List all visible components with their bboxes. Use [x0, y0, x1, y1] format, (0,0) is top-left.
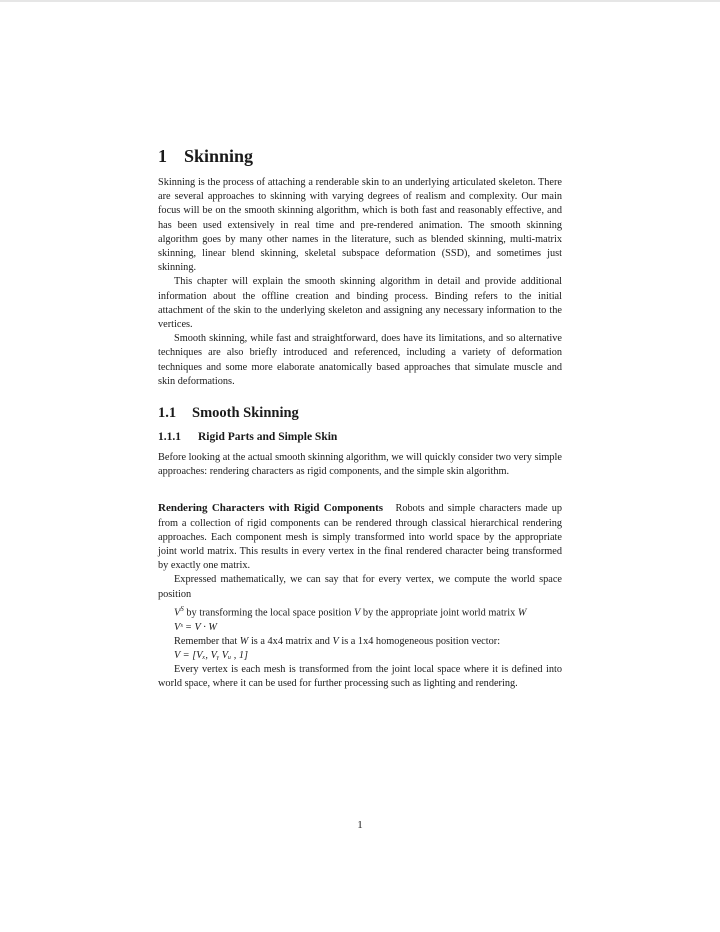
- section-paragraph-2: This chapter will explain the smooth skinning algorithm in detail and provide additional information about the offline creation and binding process. Binding refers to the initial attachment of the skin to the underlying skeleton and assigning any necessary information to the vertices.: [158, 276, 562, 331]
- rigid-p4-b: is a 4x4 matrix and: [250, 635, 330, 647]
- subsection-heading: [158, 403, 562, 423]
- var-w: W: [517, 607, 527, 619]
- section-paragraph-3: Smooth skinning, while fast and straightforward, does have its limitations, and so alternative techniques are also briefly introduced and referenced, including a variety of deformation techniques and some more elaborate anatomically based approaches that simulate muscle and skin deformations.: [158, 333, 562, 387]
- rigid-p4-a: Remember that: [174, 635, 238, 647]
- var-v3: V: [332, 635, 339, 647]
- equation-2: [158, 649, 562, 663]
- var-v2: V: [353, 607, 361, 619]
- rigid-text: Robots and simple characters made up from a collection of rigid components can be rendered through classical hierarchical rendering approaches. Each component mesh is simply transformed into world space by the appropriate joint world matrix. This results in every vertex in the final rendered character being transformed by exactly one matrix.: [158, 503, 562, 572]
- section-title: Skinning: [184, 146, 254, 166]
- rigid-paragraph-2: Expressed mathematically, we can say that for every vertex, we compute the world space position: [158, 574, 562, 600]
- rigid-paragraph-3: [158, 602, 562, 621]
- equation-1-text: Vˢ = V · W: [174, 621, 217, 633]
- section-heading: [158, 144, 562, 168]
- rigid-p4-c: is a 1x4 homogeneous position vector:: [341, 635, 501, 647]
- rigid-paragraph-4: [158, 635, 562, 649]
- rigid-paragraph: [158, 501, 562, 573]
- rigid-heading: Rendering Characters with Rigid Components: [158, 502, 384, 515]
- document-page: [158, 144, 562, 692]
- equation-1: [158, 621, 562, 635]
- var-v-sup: S: [180, 604, 184, 613]
- rigid-p3-text2: by the appropriate joint world matrix: [362, 607, 516, 619]
- subsection-title: Smooth Skinning: [192, 405, 299, 422]
- subsubsection-title: Rigid Parts and Simple Skin: [198, 431, 338, 444]
- subsubsection-heading: [158, 429, 562, 445]
- subsubsection-intro: Before looking at the actual smooth skinning algorithm, we will quickly consider two very simple approaches: rendering characters as rigid components, and the simple skin algorithm.: [158, 452, 562, 478]
- subsubsection-number: 1.1.1: [158, 431, 181, 444]
- var-v: V: [174, 607, 181, 619]
- section-number: 1: [158, 146, 167, 166]
- rigid-paragraph-5: Every vertex is each mesh is transformed from the joint local space where it is defined into world space, where it can be used for further processing such as lighting and rendering.: [158, 664, 562, 690]
- subsection-number: 1.1: [158, 405, 177, 422]
- rigid-p3-text: by transforming the local space position: [186, 607, 352, 619]
- section-paragraph-1: Skinning is the process of attaching a renderable skin to an underlying articulated skeleton. There are several approaches to skinning with varying degrees of realism and complexity. Our main focus will be on the smooth skinning algorithm, which is both fast and reasonably effective, and has been used extensively in real time and pre-rendered animation. The smooth skinning algorithm goes by many other names in the literature, such as blended skinning, multi-matrix skinning, linear blend skinning, skeletal subspace deformation (SSD), and sometimes just skinning.: [158, 177, 562, 274]
- var-w2: W: [239, 635, 249, 647]
- page-number: 1: [357, 819, 363, 831]
- equation-2-text: V = [Vₓ, Vᵧ Vᵤ , 1]: [174, 649, 248, 661]
- top-edge: [0, 0, 720, 2]
